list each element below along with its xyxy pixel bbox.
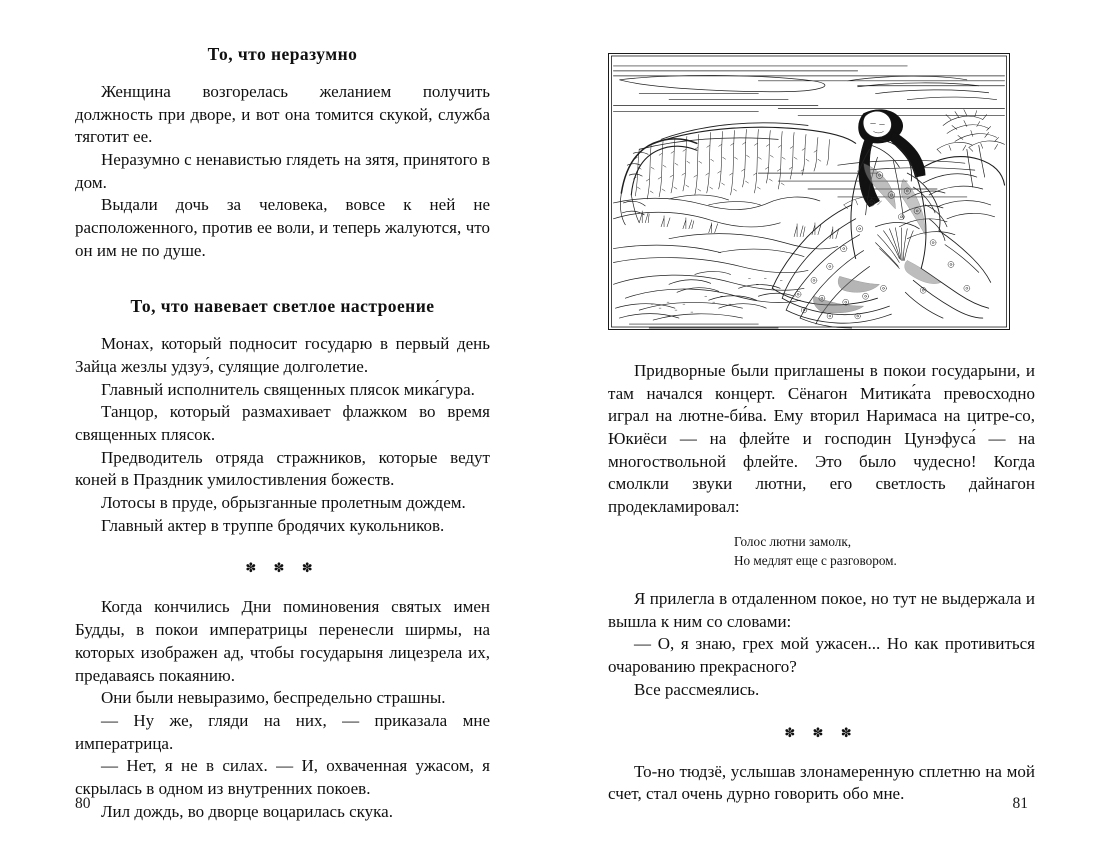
illustration-frame [608,53,1010,330]
page-number-left: 80 [75,795,91,812]
paragraph: Когда кончились Дни поминовения святых имен Будды, в покои императрицы перенесли ширмы, на которых изображен ад, чтобы государыня лицезрела их, предаваясь покаянию. [75,597,490,685]
paragraph: Я прилегла в отдаленном покое, но тут не выдержала и вышла к ним со словами: [608,589,1035,631]
left-page-column [75,44,490,823]
section-body-nerazumno [75,81,490,263]
left-page-closing-block [75,596,490,823]
paragraph: — Нет, я не в силах. — И, охваченная ужасом, я скрылась в одном из внутренних покоев. [75,756,490,798]
section-separator-asterisks: ✽ ✽ ✽ [784,724,859,740]
paragraph: Выдали дочь за человека, вовсе к ней не расположенного, против ее воли, и теперь жалуются, что он им не по душе. [75,195,490,260]
right-page-body [608,360,1035,806]
paragraph: Предводитель отряда стражников, которые ведут коней в Праздник умилостивления божеств. [75,447,490,490]
paragraph: Главный исполнитель священных плясок мика́гура. [101,379,475,399]
paragraph: Лотосы в пруде, обрызганные пролетным дождем. [101,493,466,513]
section-separator-asterisks: ✽ ✽ ✽ [245,560,320,576]
verse-line: Голос лютни замолк, [734,533,852,549]
section-body-svetloe-nastroenie [75,333,490,537]
paragraph: Они были невыразимо, беспредельно страшны. [101,688,446,708]
paragraph: — О, я знаю, грех мой ужасен... Но как противиться очарованию прекрасного? [608,634,1035,677]
verse-block [608,532,1035,570]
verse-line: Но медлят еще с разговором. [734,552,897,568]
paragraph: То-но тюдзё, услышав злонамеренную сплетню на мой счет, стал очень дурно говорить обо мне. [608,761,1035,804]
paragraph: Лил дождь, во дворце воцарилась скука. [101,801,393,821]
right-page [550,0,1100,861]
paragraph: Монах, который подносит государю в первый день Зайца жезлы удзуэ́, сулящие долголетие. [75,334,490,376]
paragraph: — Ну же, гляди на них, — приказала мне императрица. [75,710,490,753]
paragraph: Все рассмеялись. [634,679,760,699]
paragraph: Главный актер в труппе бродячих кукольников. [101,515,445,535]
section-heading-svetloe-nastroenie: То, что навевает светлое настроение [130,296,435,317]
right-page-column [608,53,1035,806]
paragraph: Женщина возгорелась желанием получить должность при дворе, и вот она томится скукой, служба тяготит ее. [75,81,490,147]
japanese-woodblock-illustration-icon [609,54,1009,329]
spacer [608,570,1035,588]
paragraph: Придворные были приглашены в покои государыни, и там начался концерт. Сёнагон Митика́та превосходно играл на лютне-би́ва. Ему вторил Наримаса на цитре-со, Юкиёси — на флейте и господин Цунэфуса́ — на многоствольной флейте. Это было чудесно! Когда смолкли звуки лютни, его светлость дайнагон продекламировал: [608,361,1035,517]
section-heading-nerazumno: То, что неразумно [207,44,358,64]
paragraph: Танцор, который размахивает флажком во время священных плясок. [75,402,490,444]
paragraph: Неразумно с ненавистью глядеть на зятя, принятого в дом. [75,149,490,192]
page-number-right: 81 [1012,795,1028,812]
